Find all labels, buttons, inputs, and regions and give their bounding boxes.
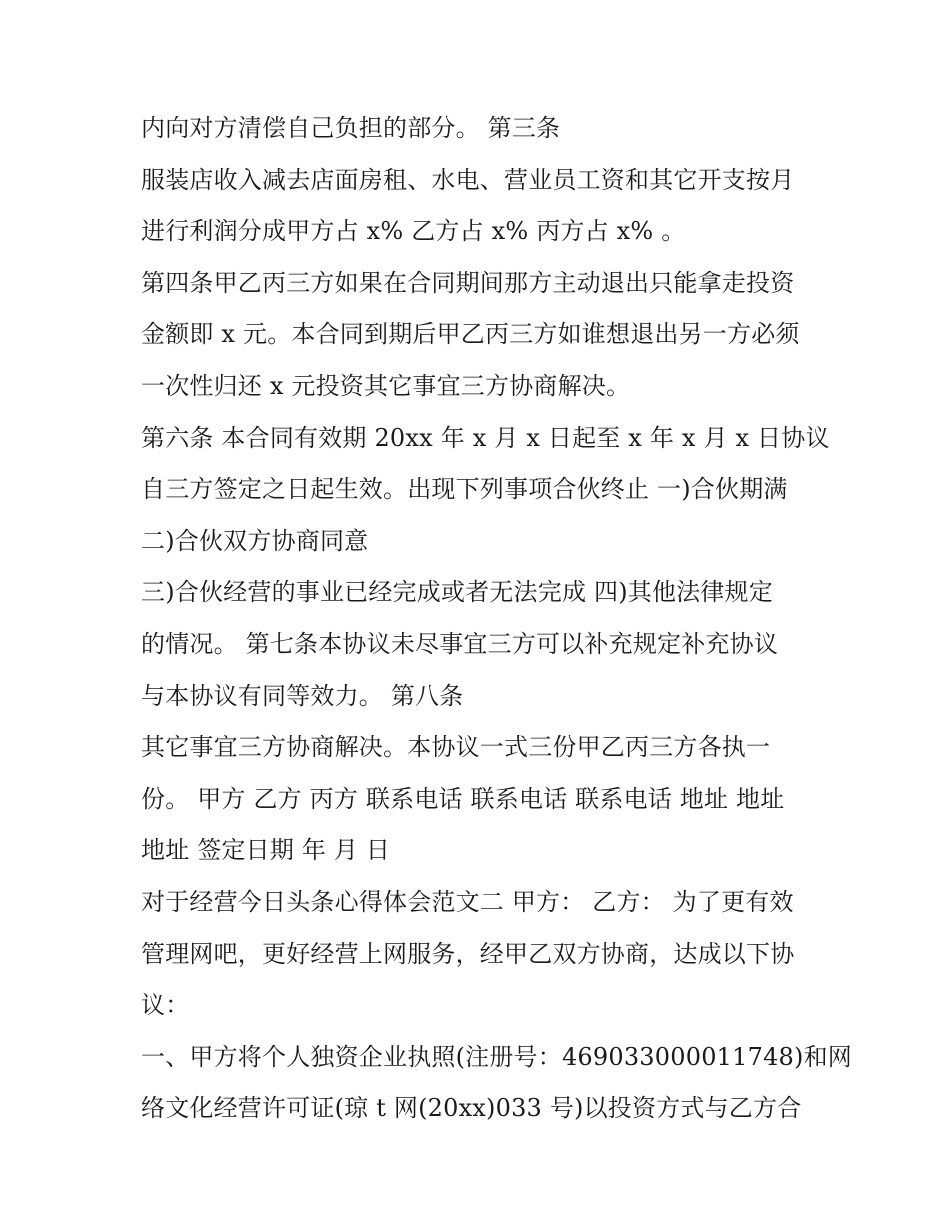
text-line: 三)合伙经营的事业已经完成或者无法完成 四)其他法律规定 bbox=[141, 578, 773, 607]
document-body bbox=[141, 103, 852, 1135]
text-line: 对于经营今日头条心得体会范文二 甲方： 乙方： 为了更有效 bbox=[141, 887, 794, 916]
text-line: 络文化经营许可证(琼 t 网(20xx)033 号)以投资方式与乙方合 bbox=[141, 1094, 802, 1123]
text-line: 二)合伙双方协商同意 bbox=[141, 526, 369, 555]
text-line: 服装店收入减去店面房租、水电、营业员工资和其它开支按月 bbox=[141, 165, 795, 194]
text-line: 第六条 本合同有效期 20xx 年 x 月 x 日起至 x 年 x 月 x 日协议 bbox=[141, 423, 830, 452]
text-line: 金额即 x 元。本合同到期后甲乙丙三方如谁想退出另一方必须 bbox=[141, 320, 800, 349]
text-line: 内向对方清偿自己负担的部分。 第三条 bbox=[141, 114, 561, 142]
text-line: 其它事宜三方协商解决。本协议一式三份甲乙丙三方各执一 bbox=[141, 733, 771, 762]
text-line: 一次性归还 x 元投资其它事宜三方协商解决。 bbox=[141, 371, 631, 400]
text-line: 第四条甲乙丙三方如果在合同期间那方主动退出只能拿走投资 bbox=[141, 268, 795, 297]
text-line: 管理网吧，更好经营上网服务，经甲乙双方协商，达成以下协 bbox=[141, 939, 795, 968]
text-line: 的情况。 第七条本协议未尽事宜三方可以补充规定补充协议 bbox=[141, 629, 779, 658]
text-line: 自三方签定之日起生效。出现下列事项合伙终止 一)合伙期满 bbox=[141, 475, 788, 504]
text-line: 与本协议有同等效力。 第八条 bbox=[141, 681, 464, 710]
text-line: 份。 甲方 乙方 丙方 联系电话 联系电话 联系电话 地址 地址 bbox=[141, 784, 785, 813]
text-line: 地址 签定日期 年 月 日 bbox=[141, 836, 391, 865]
text-line: 进行利润分成甲方占 x% 乙方占 x% 丙方占 x% 。 bbox=[141, 217, 686, 246]
text-line: 一、甲方将个人独资企业执照(注册号：469033000011748)和网 bbox=[141, 1042, 852, 1071]
text-line: 议： bbox=[141, 991, 190, 1020]
